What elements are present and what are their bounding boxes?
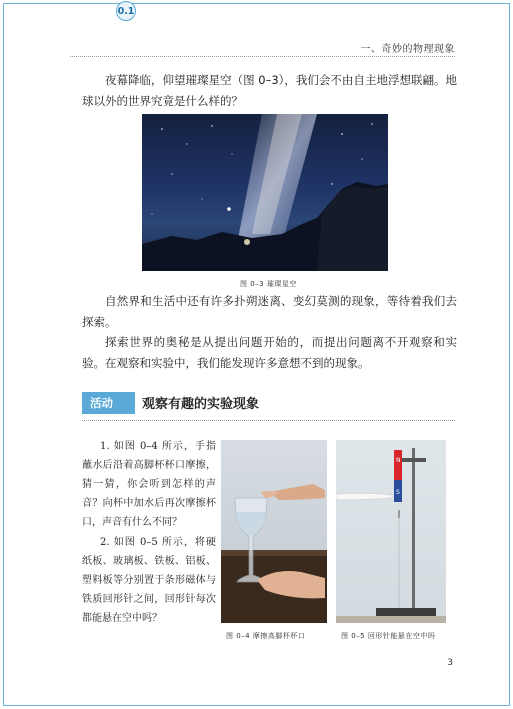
running-header: 一、奇妙的物理现象 <box>360 44 455 55</box>
activity-heading <box>82 392 135 414</box>
activity-number-badge: 0.1 <box>116 1 136 21</box>
magnet-paperclip-photo <box>336 440 446 623</box>
header-rule <box>70 56 455 57</box>
activity-item-1: 1. 如图 0–4 所示，手指蘸水后沿着高脚杯杯口摩擦，猜一猜，你会听到怎样的声音？向杯中加水后再次摩擦杯口，声音有什么不同？ <box>82 441 216 528</box>
activity-tag-label: 活动 <box>90 396 113 410</box>
figure-caption-5: 图 0–5 回形针能悬在空中吗 <box>341 632 436 640</box>
wine-glass-photo <box>221 440 327 623</box>
svg-text:S: S <box>396 489 400 496</box>
page-number: 3 <box>447 658 453 668</box>
paragraph-explore: 探索世界的奥秘是从提出问题开始的，而提出问题离不开观察和实验。在观察和实验中，我们能发现许多意想不到的现象。 <box>82 335 457 370</box>
figure-caption-4: 图 0–4 摩擦高脚杯杯口 <box>226 632 306 640</box>
figure-caption-3: 图 0–3 璀璨星空 <box>240 280 297 288</box>
activity-rule <box>82 420 455 421</box>
activity-tag <box>82 392 135 414</box>
activity-item-2: 2. 如图 0–5 所示，将硬纸板、玻璃板、铁板、铝板、塑料板等分别置于条形磁体与铁质回形针之间，回形针每次都能悬在空中吗？ <box>82 537 216 624</box>
activity-title: 观察有趣的实验现象 <box>142 397 260 412</box>
paragraph-intro: 夜幕降临，仰望璀璨星空（图 0–3），我们会不由自主地浮想联翩。地球以外的世界究竟是什么样的？ <box>82 73 457 108</box>
svg-text:N: N <box>396 457 401 464</box>
starry-sky-photo <box>142 114 388 271</box>
paragraph-nature: 自然界和生活中还有许多扑朔迷离、变幻莫测的现象，等待着我们去探索。 <box>82 294 457 329</box>
